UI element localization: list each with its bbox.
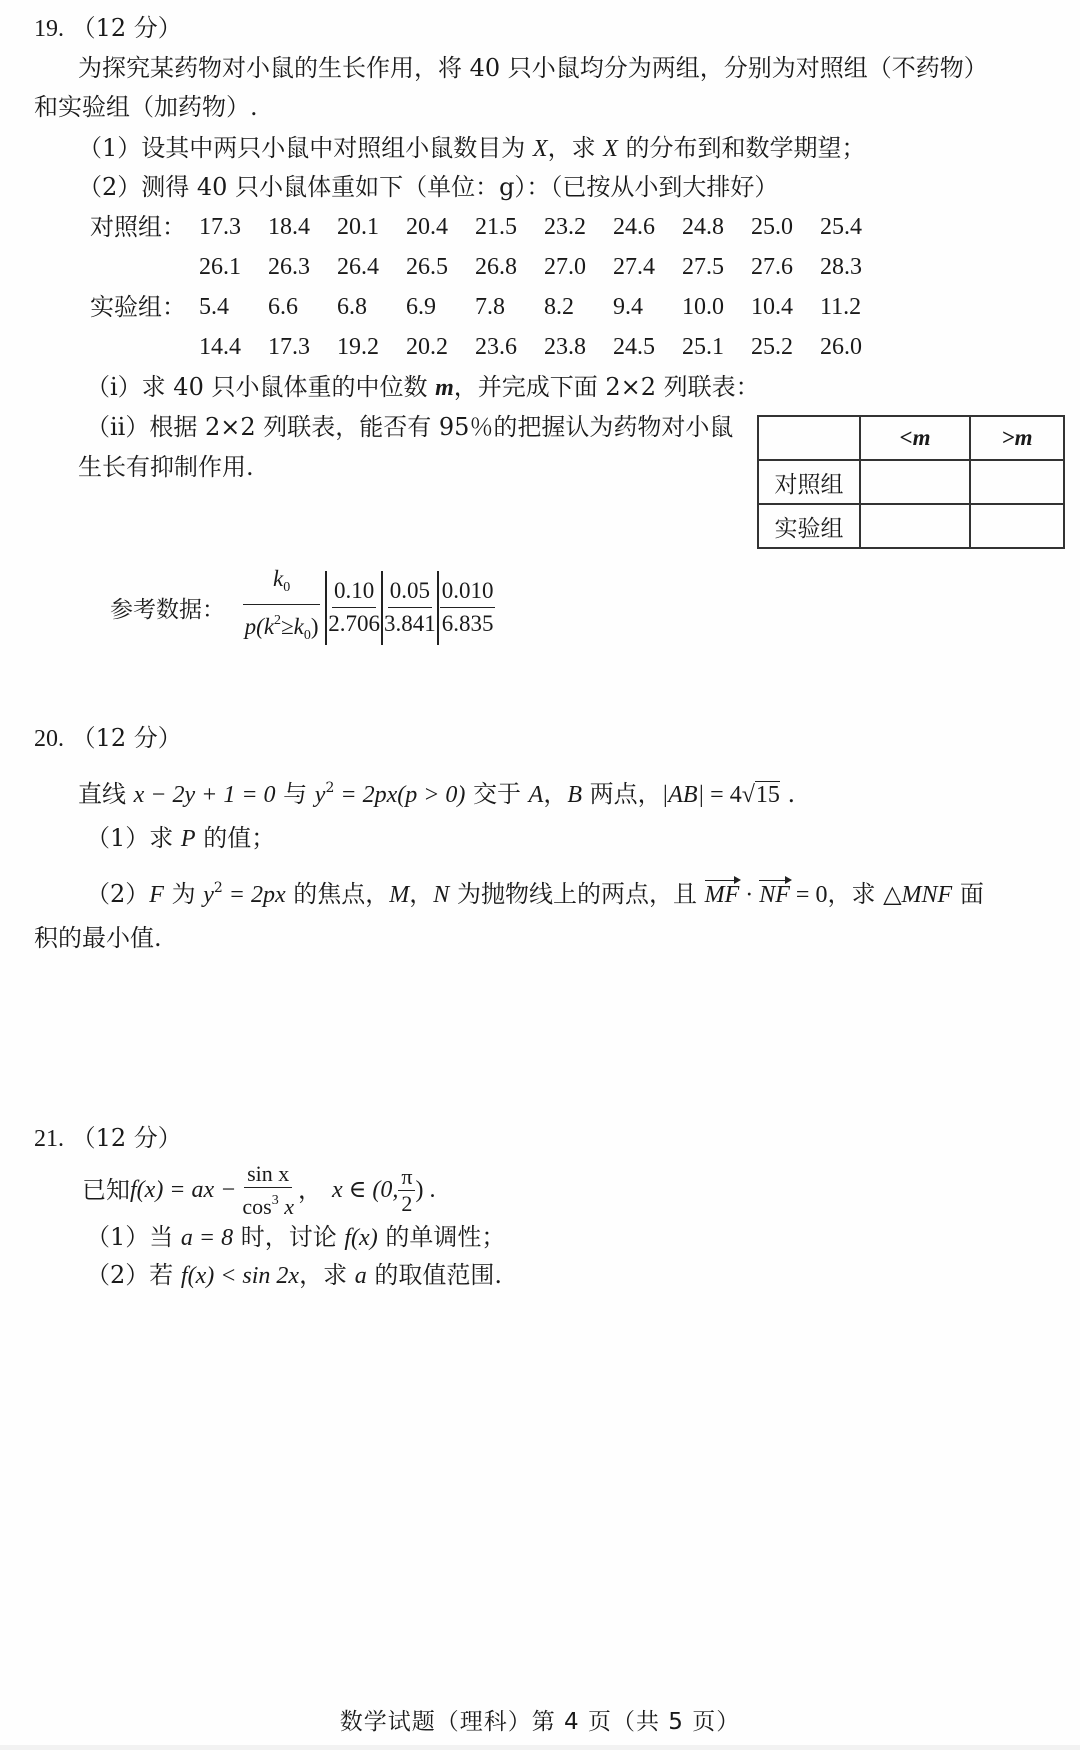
- cos-text: cos: [242, 1193, 272, 1219]
- q19-sub-i-prefix: （i）求 40 只小鼠体重的中位数: [86, 373, 436, 401]
- q20-header: [34, 723, 182, 754]
- experiment-row-2: [199, 332, 889, 362]
- data-cell: 21.5: [475, 214, 517, 240]
- domain-interval: x ∈ (0,: [331, 1177, 399, 1203]
- inequality: f(x) < sin 2x: [180, 1263, 300, 1289]
- data-cell: 5.4: [199, 294, 229, 320]
- table-row-experiment: [758, 504, 1064, 548]
- q20-points: （12 分）: [71, 724, 182, 752]
- q20-text: 与: [275, 780, 315, 808]
- cos-arg: x: [278, 1193, 294, 1219]
- control-group-label: 对照组：: [90, 213, 186, 241]
- q20-text: 为抛物线上的两点，且: [449, 880, 705, 908]
- data-cell: 26.5: [406, 254, 448, 280]
- cos-power: 3: [271, 1192, 279, 1208]
- parabola-equation: = 2px(p > 0): [334, 782, 466, 808]
- line-equation: x − 2y + 1 = 0: [133, 782, 276, 808]
- parabola-sup: 2: [213, 880, 223, 896]
- data-cell: 8.2: [544, 294, 574, 320]
- q19-sub-i-suffix: ，并完成下面 2×2 列联表：: [453, 373, 760, 401]
- reference-col: [384, 575, 436, 640]
- q21-text: ) .: [415, 1177, 436, 1203]
- reference-col: [440, 575, 496, 640]
- q20-text: 交于: [465, 780, 529, 808]
- data-cell: 24.6: [613, 214, 655, 240]
- q19-part2: （2）测得 40 只小鼠体重如下（单位：g）：（已按从小到大排好）: [78, 173, 779, 201]
- q20-text: ，: [543, 780, 568, 808]
- experiment-group-label: 实验组：: [90, 293, 186, 321]
- table-row-label: 实验组: [758, 504, 860, 548]
- control-row-1: [199, 212, 889, 242]
- control-row-2: [199, 252, 889, 282]
- page-footer: 数学试题（理科）第 4 页（共 5 页）: [339, 1709, 741, 1735]
- data-cell: 14.4: [199, 334, 241, 360]
- data-cell: 27.4: [613, 254, 655, 280]
- q21-text: 时，讨论: [233, 1223, 345, 1251]
- q19-points: （12 分）: [71, 14, 182, 42]
- q19-part1-suffix: 的分布到和数学期望；: [617, 134, 866, 162]
- q19-intro-line2: 和实验组（加药物）.: [34, 93, 258, 121]
- contingency-table: [757, 415, 1065, 549]
- experiment-row-1: [199, 292, 889, 322]
- k-subscript: 0: [283, 580, 291, 595]
- parabola-y: y: [203, 882, 214, 908]
- data-cell: 11.2: [820, 294, 862, 320]
- data-cell: 25.1: [682, 334, 724, 360]
- reference-divider: [437, 571, 439, 645]
- reference-col: [328, 575, 380, 640]
- q20-text: ，: [409, 880, 434, 908]
- prob-p: p(k: [244, 614, 275, 639]
- q21-text: 已知: [82, 1176, 130, 1204]
- data-cell: 24.8: [682, 214, 724, 240]
- point-m: M: [389, 882, 410, 908]
- q19-sub-ii-line1: （ii）根据 2×2 列联表，能否有 95％的把握认为药物对小鼠: [86, 413, 734, 441]
- q19-part1-mid: ，求: [547, 134, 604, 162]
- data-cell: 7.8: [475, 294, 505, 320]
- vector-nf: NF: [759, 882, 790, 908]
- q19-number: 19.: [34, 16, 64, 42]
- data-cell: 10.4: [751, 294, 793, 320]
- data-cell: 26.0: [820, 334, 862, 360]
- page-bottom-edge: [0, 1745, 1080, 1750]
- data-cell: 26.8: [475, 254, 517, 280]
- data-cell: 20.2: [406, 334, 448, 360]
- q20-part1-prefix: （1）求: [86, 824, 181, 852]
- data-cell: 23.8: [544, 334, 586, 360]
- fraction-pi-half: [398, 1164, 415, 1217]
- q19-header: [34, 13, 182, 44]
- data-cell: 20.1: [337, 214, 379, 240]
- q20-number: 20.: [34, 726, 64, 752]
- data-cell: 27.6: [751, 254, 793, 280]
- reference-critical: 3.841: [383, 611, 436, 636]
- point-a: A: [528, 782, 544, 808]
- data-cell: 26.1: [199, 254, 241, 280]
- table-header-greater-m: >m: [970, 416, 1064, 460]
- table-row-label: 对照组: [758, 460, 860, 504]
- reference-critical: 6.835: [441, 611, 494, 636]
- q19-intro-line1: 为探究某药物对小鼠的生长作用，将 40 只小鼠均分为两组，分别为对照组（不药物）: [78, 54, 988, 82]
- reference-divider: [325, 571, 327, 645]
- q20-statement: [78, 773, 795, 810]
- q19-var-x2: X: [603, 136, 618, 162]
- function-ref: f(x): [344, 1225, 378, 1251]
- fraction-sin-cos: [242, 1161, 294, 1220]
- triangle-mnf: MNF: [901, 882, 953, 908]
- data-cell: 27.5: [682, 254, 724, 280]
- data-cell: 10.0: [682, 294, 724, 320]
- q21-text: 的取值范围.: [366, 1261, 502, 1289]
- median-var-m: m: [435, 375, 454, 401]
- reference-k0: [243, 563, 320, 605]
- data-cell: 24.5: [613, 334, 655, 360]
- q21-text: （1）当: [86, 1223, 181, 1251]
- q20-part1: [86, 823, 275, 854]
- data-cell: 28.3: [820, 254, 862, 280]
- data-cell: 6.6: [268, 294, 298, 320]
- reference-prob: [245, 605, 319, 652]
- table-header-less-m: <m: [860, 416, 970, 460]
- data-cell: 18.4: [268, 214, 310, 240]
- parabola-equation: = 2px: [222, 882, 286, 908]
- q20-part2-line2: 积的最小值.: [34, 924, 162, 952]
- data-cell: 26.4: [337, 254, 379, 280]
- table-row-control: [758, 460, 1064, 504]
- reference-data: [110, 563, 495, 652]
- table-cell: [860, 460, 970, 504]
- k-symbol: k: [273, 566, 284, 591]
- data-cell: 26.3: [268, 254, 310, 280]
- data-cell: 20.4: [406, 214, 448, 240]
- data-cell: 17.3: [268, 334, 310, 360]
- fraction-numerator: sin x: [244, 1161, 292, 1188]
- table-header-row: [758, 416, 1064, 460]
- q20-part1-suffix: 的值；: [195, 824, 276, 852]
- data-cell: 25.2: [751, 334, 793, 360]
- q20-text: .: [779, 780, 796, 808]
- data-cell: 25.4: [820, 214, 862, 240]
- q21-points: （12 分）: [71, 1124, 182, 1152]
- reference-header-col: [243, 563, 324, 652]
- table-corner-cell: [758, 416, 860, 460]
- q20-text: 直线: [78, 780, 134, 808]
- q21-part2: [86, 1260, 502, 1291]
- prob-sup: 2: [274, 613, 282, 628]
- sqrt-value: 15: [755, 782, 780, 808]
- reference-critical: 2.706: [328, 611, 380, 636]
- q20-text: 面: [952, 880, 984, 908]
- q20-text: 的焦点，: [285, 880, 390, 908]
- table-cell: [970, 504, 1064, 548]
- var-p: P: [180, 826, 196, 852]
- parabola-y: y: [314, 782, 326, 808]
- reference-alpha: 0.05: [388, 575, 432, 608]
- data-cell: 9.4: [613, 294, 643, 320]
- data-cell: 25.0: [751, 214, 793, 240]
- q20-text: ，求 △: [827, 880, 902, 908]
- parabola-sup: 2: [325, 780, 335, 796]
- q19-sub-ii-line2: 生长有抑制作用.: [78, 453, 254, 481]
- q21-number: 21.: [34, 1126, 64, 1152]
- q19-var-x: X: [532, 136, 548, 162]
- fraction-numerator: π: [398, 1164, 415, 1191]
- point-b: B: [567, 782, 583, 808]
- q21-text: ，: [297, 1176, 322, 1204]
- q20-part2: [86, 873, 984, 910]
- data-cell: 6.9: [406, 294, 436, 320]
- q21-header: [34, 1123, 182, 1154]
- data-cell: 19.2: [337, 334, 379, 360]
- reference-divider: [381, 571, 383, 645]
- table-cell: [970, 460, 1064, 504]
- q20-text: （2）: [86, 880, 150, 908]
- sqrt-icon: √: [741, 782, 755, 808]
- data-cell: 27.0: [544, 254, 586, 280]
- vector-mf: MF: [704, 882, 740, 908]
- point-n: N: [433, 882, 450, 908]
- fraction-denominator: 2: [401, 1190, 413, 1216]
- fraction-denominator: [242, 1188, 294, 1220]
- condition-a: a = 8: [180, 1225, 234, 1251]
- q19-sub-i: [86, 372, 760, 403]
- function-def: f(x) = ax −: [130, 1177, 237, 1203]
- q20-text: 两点，: [582, 780, 662, 808]
- data-cell: 6.8: [337, 294, 367, 320]
- length-eq: = 4: [704, 782, 742, 808]
- reference-label: 参考数据：: [110, 597, 225, 623]
- q21-text: （2）若: [86, 1261, 181, 1289]
- prob-close: ): [310, 614, 319, 639]
- focus-f: F: [149, 882, 164, 908]
- q20-text: 为: [163, 880, 204, 908]
- prob-sub: 0: [303, 628, 311, 643]
- q21-text: ，求: [299, 1261, 355, 1289]
- table-cell: [860, 504, 970, 548]
- reference-alpha: 0.010: [440, 575, 496, 608]
- reference-alpha: 0.10: [332, 575, 376, 608]
- data-cell: 17.3: [199, 214, 241, 240]
- data-cell: 23.6: [475, 334, 517, 360]
- q21-given: [82, 1160, 435, 1220]
- var-a: a: [354, 1263, 367, 1289]
- dot-operator: ·: [739, 882, 760, 908]
- prob-rest: ≥k: [281, 614, 304, 639]
- abs-ab: |AB|: [661, 782, 705, 808]
- q21-part1: [86, 1222, 505, 1253]
- q20-text: = 0: [789, 882, 828, 908]
- q19-part1-prefix: （1）设其中两只小鼠中对照组小鼠数目为: [78, 134, 533, 162]
- data-cell: 23.2: [544, 214, 586, 240]
- q21-text: 的单调性；: [377, 1223, 506, 1251]
- q19-part1: [78, 133, 866, 164]
